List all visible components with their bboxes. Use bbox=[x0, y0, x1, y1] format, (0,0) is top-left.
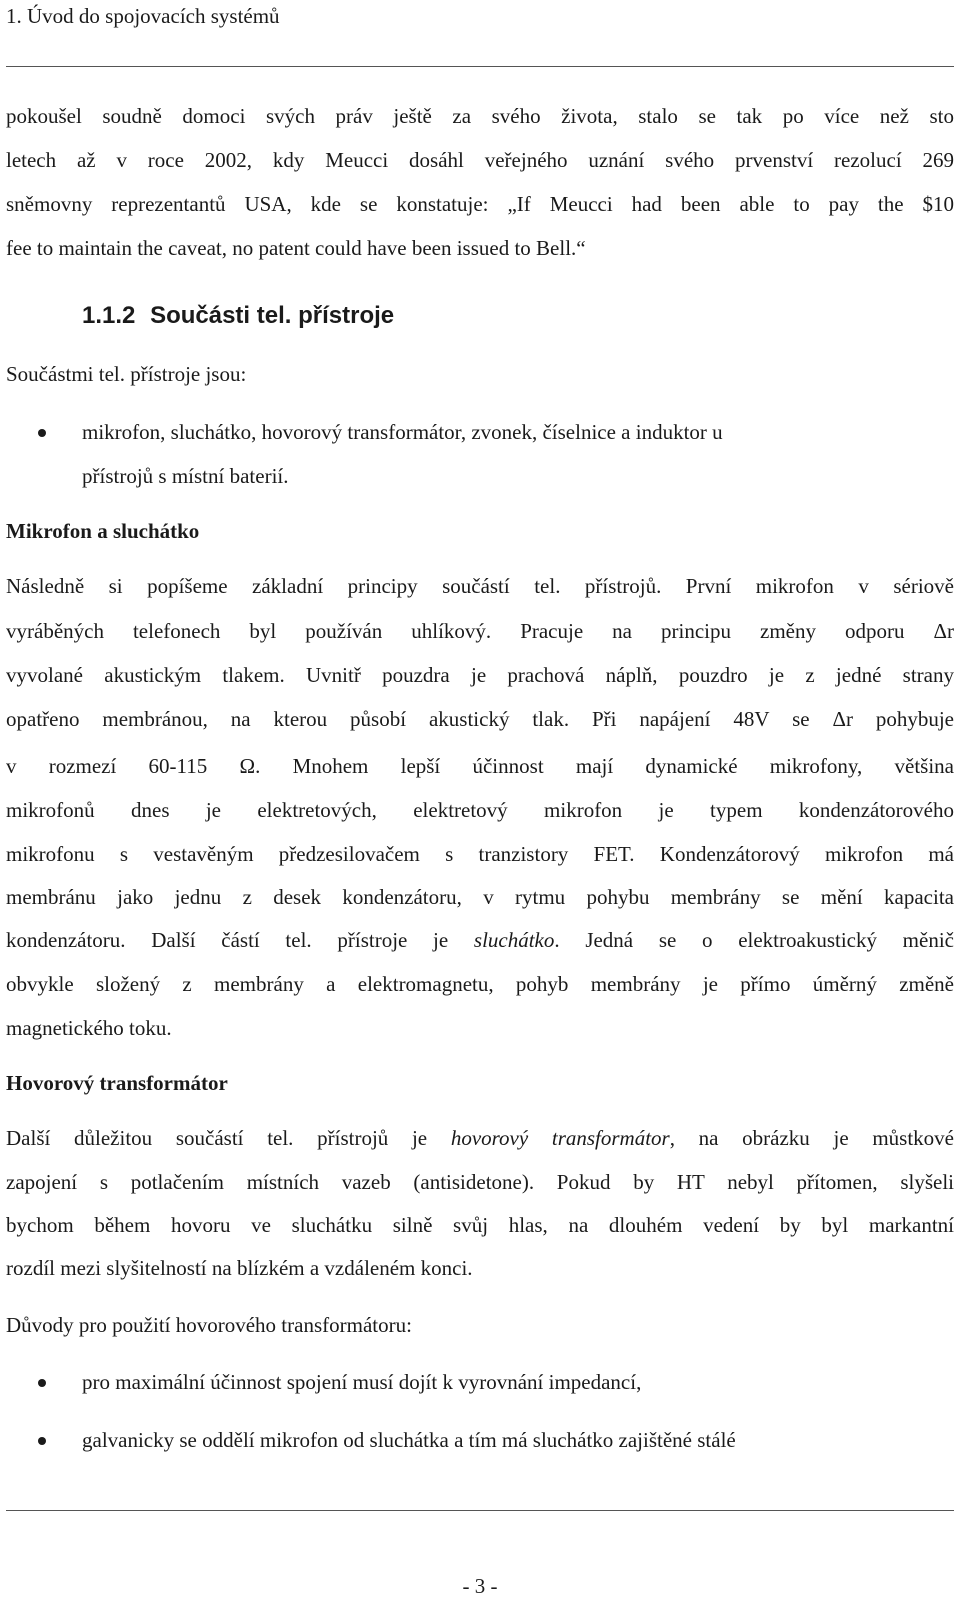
reason-item-1: pro maximální účinnost spojení musí dojít k vyrovnání impedancí, bbox=[82, 1370, 642, 1394]
mic-line-9 bbox=[6, 918, 954, 963]
components-bullet-line-2: přístrojů s místní baterií. bbox=[82, 464, 289, 488]
mic-heading: Mikrofon a sluchátko bbox=[6, 519, 200, 543]
ht-line-1 bbox=[6, 1116, 954, 1161]
mic-line-9-emphasis: sluchátko bbox=[473, 928, 555, 952]
mic-line-7: mikrofonu s vestavěným předzesilovačem s tranzistory FET. Kondenzátorový mikrofon má bbox=[6, 842, 954, 866]
page-number: - 3 - bbox=[462, 1574, 498, 1598]
footer-rule bbox=[6, 1510, 954, 1511]
reason-item-2: galvanicky se oddělí mikrofon od sluchátka a tím má sluchátko zajištěné stálé bbox=[82, 1428, 736, 1452]
ht-line-1-text: Další důležitou součástí tel. přístrojů je bbox=[6, 1126, 451, 1150]
intro-line-3: sněmovny reprezentantů USA, kde se konstatuje: „If Meucci had been able to pay the $10 bbox=[6, 192, 954, 216]
section-heading bbox=[82, 300, 394, 332]
reasons-intro: Důvody pro použití hovorového transformátoru: bbox=[6, 1313, 412, 1337]
bullet-icon bbox=[38, 1437, 46, 1445]
section-number: 1.1.2 bbox=[82, 302, 136, 329]
ht-line-4: rozdíl mezi slyšitelností na blízkém a vzdáleném konci. bbox=[6, 1256, 473, 1280]
ht-line-1-text-end: , na obrázku je můstkové bbox=[669, 1126, 954, 1150]
intro-line-4: fee to maintain the caveat, no patent could have been issued to Bell.“ bbox=[6, 236, 586, 260]
intro-line-2: letech až v roce 2002, kdy Meucci dosáhl veřejného uznání svého prvenství rezolucí 269 bbox=[6, 148, 954, 172]
ht-line-3: bychom během hovoru ve sluchátku silně svůj hlas, na dlouhém vedení by byl markantní bbox=[6, 1213, 954, 1237]
components-intro: Součástmi tel. přístroje jsou: bbox=[6, 362, 247, 386]
mic-line-5: v rozmezí 60-115 Ω. Mnohem lepší účinnost mají dynamické mikrofony, většina bbox=[6, 754, 954, 778]
ht-line-1-emphasis: hovorový transformátor bbox=[450, 1126, 670, 1150]
mic-line-9-text: kondenzátoru. Další částí tel. přístroje je bbox=[6, 928, 474, 952]
intro-line-1: pokoušel soudně domoci svých práv ještě za svého života, stalo se tak po více než sto bbox=[6, 104, 954, 128]
bullet-icon bbox=[38, 1379, 46, 1387]
mic-line-9-text-end: . Jedná se o elektroakustický měnič bbox=[554, 928, 954, 952]
mic-line-8: membránu jako jednu z desek kondenzátoru, v rytmu pohybu membrány se mění kapacita bbox=[6, 885, 954, 909]
mic-line-3: vyvolané akustickým tlakem. Uvnitř pouzdra je prachová náplň, pouzdro je z jedné strany bbox=[6, 663, 954, 687]
ht-line-2: zapojení s potlačením místních vazeb (antisidetone). Pokud by HT nebyl přítomen, slyšeli bbox=[6, 1170, 954, 1194]
mic-line-10: obvykle složený z membrány a elektromagnetu, pohyb membrány je přímo úměrný změně bbox=[6, 972, 954, 996]
mic-line-2: vyráběných telefonech byl používán uhlíkový. Pracuje na principu změny odporu Δr bbox=[6, 619, 954, 643]
mic-line-11: magnetického toku. bbox=[6, 1016, 172, 1040]
mic-line-4: opatřeno membránou, na kterou působí akustický tlak. Při napájení 48V se Δr pohybuje bbox=[6, 707, 954, 731]
ht-heading: Hovorový transformátor bbox=[6, 1071, 228, 1095]
mic-line-1: Následně si popíšeme základní principy součástí tel. přístrojů. První mikrofon v sériově bbox=[6, 574, 954, 598]
bullet-icon bbox=[38, 429, 46, 437]
running-header: 1. Úvod do spojovacích systémů bbox=[6, 4, 280, 28]
section-title: Součásti tel. přístroje bbox=[150, 302, 395, 329]
mic-line-6: mikrofonů dnes je elektretových, elektretový mikrofon je typem kondenzátorového bbox=[6, 798, 954, 822]
header-rule bbox=[6, 66, 954, 67]
components-bullet-line-1: mikrofon, sluchátko, hovorový transformátor, zvonek, číselnice a induktor u bbox=[82, 420, 723, 444]
